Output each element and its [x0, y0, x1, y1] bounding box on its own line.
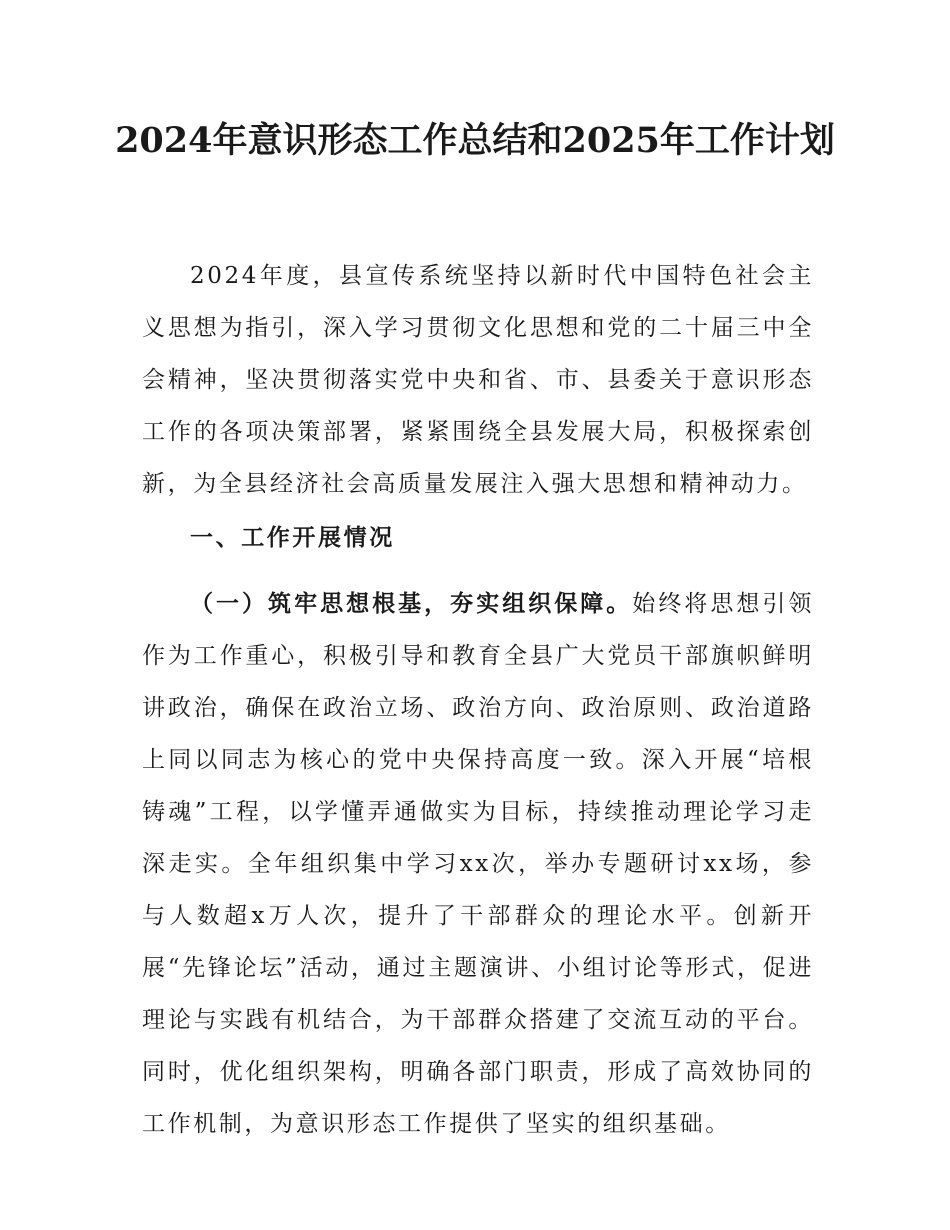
section-heading-work-progress: 一、工作开展情况 — [190, 524, 395, 551]
subsection-one-paragraph — [142, 578, 814, 1150]
subsection-one-body: 始终将思想引领作为工作重心，积极引导和教育全县广大党员干部旗帜鲜明讲政治，确保在政治立场、政治方向、政治原则、政治道路上同以同志为核心的党中央保持高度一致。深入开展“培根铸魂”工程，以学懂弄通做实为目标，持续推动理论学习走深走实。全年组织集中学习xx次，举办专题研讨xx场，参与人数超x万人次，提升了干部群众的理论水平。创新开展“先锋论坛”活动，通过主题演讲、小组讨论等形式，促进理论与实践有机结合，为干部群众搭建了交流互动的平台。同时，优化组织架构，明确各部门职责，形成了高效协同的工作机制，为意识形态工作提供了坚实的组织基础。 — [142, 591, 814, 1137]
subsection-one-lead: （一）筑牢思想根基，夯实组织保障。 — [190, 590, 633, 617]
intro-paragraph: 2024年度，县宣传系统坚持以新时代中国特色社会主义思想为指引，深入学习贯彻文化思想和党的二十届三中全会精神，坚决贯彻落实党中央和省、市、县委关于意识形态工作的各项决策部署，紧紧围绕全县发展大局，积极探索创新，为全县经济社会高质量发展注入强大思想和精神动力。 — [142, 263, 814, 497]
document-title: 2024年意识形态工作总结和2025年工作计划 — [115, 120, 835, 161]
